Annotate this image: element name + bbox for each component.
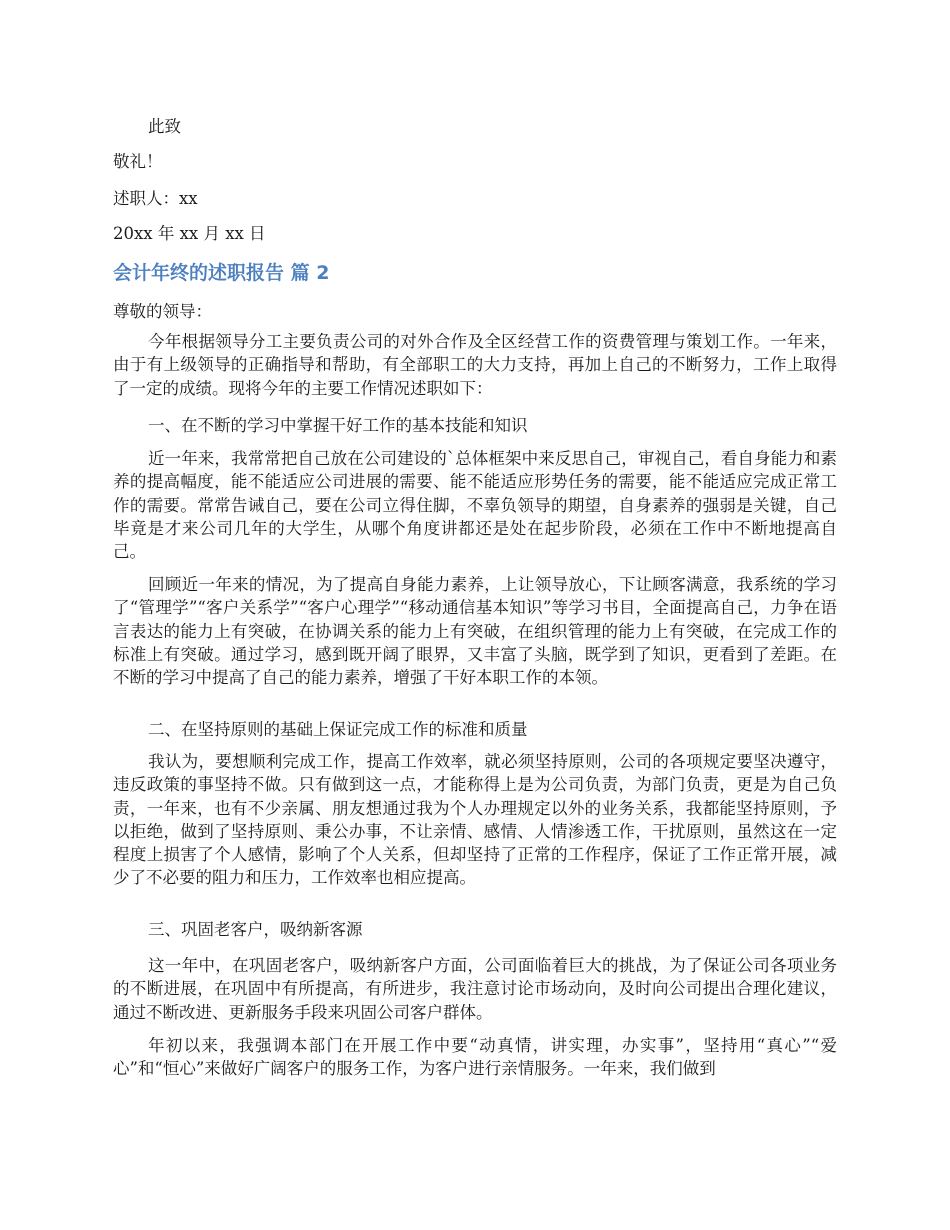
greeting: 尊敬的领导：: [113, 302, 212, 321]
body-paragraph-3: 回顾近一年来的情况，为了提高自身能力素养，上让领导放心，下让顾客满意，我系统的学习了“管理学”“客户关系学”“客户心理学”“移动通信基本知识”等学习书目，全面提高自己，力争在语言表达的能力上有突破，在协调关系的能力上有突破，在组织管理的能力上有突破，在完成工作的标准上有突破。通过学习，感到既开阔了眼界，又丰富了头脑，既学到了知识，更看到了差距。在不断的学习中提高了自己的能力素养，增强了干好本职工作的本领。: [113, 575, 837, 688]
subheading-3: 三、巩固老客户，吸纳新客源: [148, 920, 363, 939]
body-paragraph-1: 今年根据领导分工主要负责公司的对外合作及全区经营工作的资费管理与策划工作。一年来，由于有上级领导的正确指导和帮助，有全部职工的大力支持，再加上自己的不断努力，工作上取得了一定的成绩。现将今年的主要工作情况述职如下：: [113, 332, 837, 398]
closing-date: 20xx 年 xx 月 xx 日: [113, 224, 266, 243]
section-title: 会计年终的述职报告 篇 2: [113, 262, 330, 284]
subheading-1: 一、在不断的学习中掌握干好工作的基本技能和知识: [148, 416, 528, 435]
subheading-2: 二、在坚持原则的基础上保证完成工作的标准和质量: [148, 720, 528, 739]
closing-regards: 敬礼！: [113, 152, 163, 171]
body-paragraph-6: 年初以来，我强调本部门在开展工作中要“动真情，讲实理，办实事”，坚持用“真心”“爱心”和“恒心”来做好广阔客户的服务工作，为客户进行亲情服务。一年来，我们做到: [113, 1036, 837, 1079]
body-paragraph-5: 这一年中，在巩固老客户，吸纳新客户方面，公司面临着巨大的挑战，为了保证公司各项业务的不断进展，在巩固中有所提高，有所进步，我注意讨论市场动向，及时向公司提出合理化建议，通过不断改进、更新服务手段来巩固公司客户群体。: [113, 956, 837, 1022]
closing-author: 述职人：xx: [113, 189, 198, 208]
body-paragraph-4: 我认为，要想顺利完成工作，提高工作效率，就必须坚持原则，公司的各项规定要坚决遵守，违反政策的事坚持不做。只有做到这一点，才能称得上是为公司负责，为部门负责，更是为自己负责，一年来，也有不少亲属、朋友想通过我为个人办理规定以外的业务关系，我都能坚持原则，予以拒绝，做到了坚持原则、秉公办事，不让亲情、感情、人情渗透工作，干扰原则，虽然这在一定程度上损害了个人感情，影响了个人关系，但却坚持了正常的工作程序，保证了工作正常开展，减少了不必要的阻力和压力，工作效率也相应提高。: [113, 752, 837, 888]
closing-salute: 此致: [148, 117, 181, 136]
body-paragraph-2: 近一年来，我常常把自己放在公司建设的`总体框架中来反思自己，审视自己，看自身能力和素养的提高幅度，能不能适应公司进展的需要、能不能适应形势任务的需要，能不能适应完成正常工作的需要。常常告诫自己，要在公司立得住脚，不辜负领导的期望，自身素养的强弱是关键，自己毕竟是才来公司几年的大学生，从哪个角度讲都还是处在起步阶段，必须在工作中不断地提高自己。: [113, 449, 837, 562]
